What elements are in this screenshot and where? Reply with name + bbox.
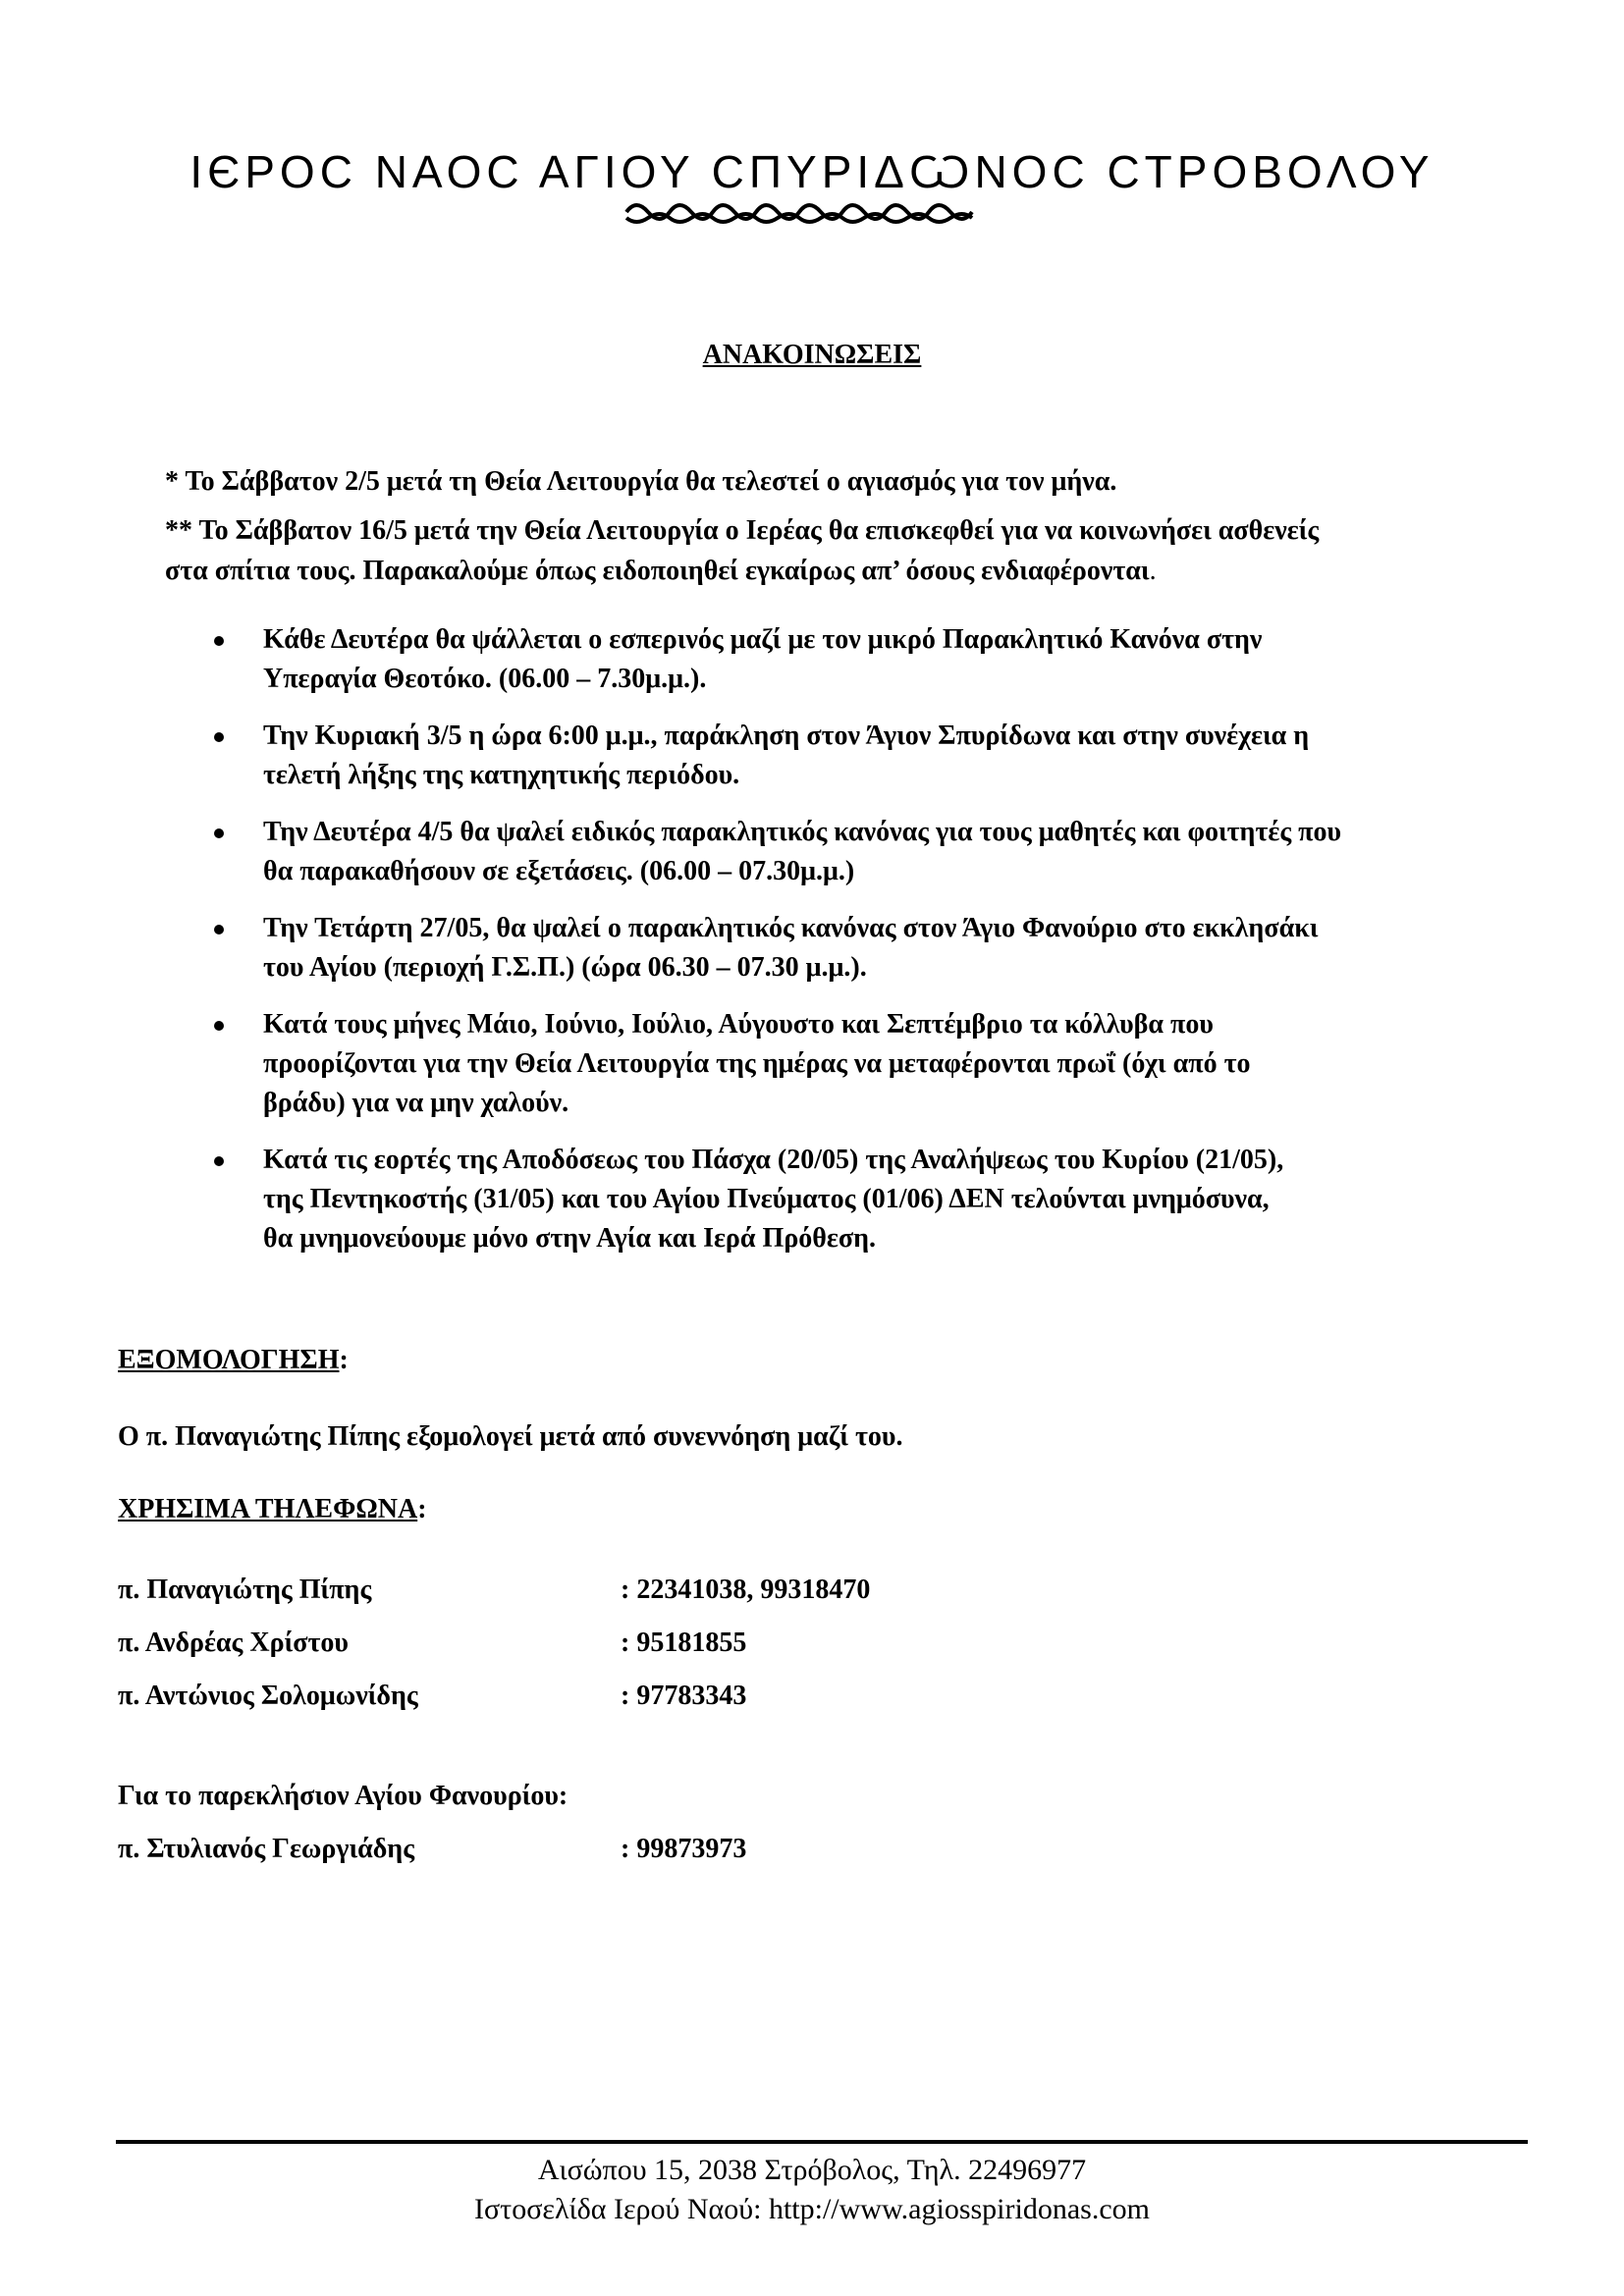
- list-item-line: βράδυ) για να μην χαλούν.: [263, 1088, 569, 1118]
- phone-contact-name: π. Παναγιώτης Πίπης: [118, 1575, 372, 1605]
- note-2-line-1: ** Το Σάββατον 16/5 μετά την Θεία Λειτουργία ο Ιερέας θα επισκεφθεί για να κοινωνήσει ασθενείς: [165, 515, 1320, 546]
- confession-heading-colon: :: [339, 1345, 349, 1375]
- note-2-line-2: [165, 551, 1579, 591]
- list-item-line: θα παρακαθήσουν σε εξετάσεις. (06.00 – 07.30μ.μ.): [263, 856, 855, 886]
- confession-heading: [118, 1345, 349, 1376]
- footer-address: Αισώπου 15, 2038 Στρόβολος, Τηλ. 22496977: [537, 2154, 1087, 2186]
- list-item-line: τελετή λήξης της κατηχητικής περιόδου.: [263, 760, 740, 790]
- footer-website: Ιστοσελίδα Ιερού Ναού: http://www.agiosspiridonas.com: [474, 2193, 1150, 2225]
- phone-number: : 99873973: [621, 1834, 747, 1864]
- confession-text: Ο π. Παναγιώτης Πίπης εξομολογεί μετά από συνεννόηση μαζί του.: [118, 1421, 903, 1452]
- list-item: [214, 1005, 1589, 1123]
- ornament-divider: [617, 196, 1009, 228]
- bullet-icon: [214, 1021, 224, 1031]
- list-item-line: Κατά τους μήνες Μάιο, Ιούνιο, Ιούλιο, Αύγουστο και Σεπτέμβριο τα κόλλυβα που: [263, 1009, 1214, 1040]
- phone-row: [118, 1681, 1001, 1720]
- list-item: [214, 717, 1589, 795]
- phone-number: : 95181855: [621, 1628, 747, 1658]
- announcement-note-1: [165, 461, 1579, 502]
- phone-row: [118, 1628, 1001, 1667]
- announcement-list: [214, 620, 1589, 1276]
- list-item: [214, 813, 1589, 891]
- list-item: [214, 620, 1589, 699]
- confession-heading-text: ΕΞΟΜΟΛΟΓΗΣΗ: [118, 1345, 340, 1375]
- bullet-icon: [214, 1156, 224, 1166]
- list-item-line: της Πεντηκοστής (31/05) και του Αγίου Πνεύματος (01/06) ΔΕΝ τελούνται μνημόσυνα,: [263, 1184, 1270, 1214]
- note-2-period: .: [1149, 556, 1157, 586]
- phone-number: : 22341038, 99318470: [621, 1575, 871, 1605]
- footer-divider: [116, 2140, 1528, 2144]
- list-item-line: θα μνημονεύουμε μόνο στην Αγία και Ιερά Πρόθεση.: [263, 1223, 877, 1254]
- phone-contact-name: π. Ανδρέας Χρίστου: [118, 1628, 349, 1658]
- bullet-icon: [214, 732, 224, 742]
- phones-heading-colon: :: [417, 1494, 427, 1524]
- list-item: [214, 909, 1589, 988]
- list-item-line: του Αγίου (περιοχή Γ.Σ.Π.) (ώρα 06.30 – 07.30 μ.μ.).: [263, 952, 867, 983]
- phone-row: [118, 1575, 1001, 1614]
- list-item-line: Κάθε Δευτέρα θα ψάλλεται ο εσπερινός μαζί με τον μικρό Παρακλητικό Κανόνα στην: [263, 624, 1263, 655]
- church-title: ΙЄΡΟϹ ΝΑΟϹ ΑΓΙΟΥ ϹΠΥΡΙΔѠΝΟϹ ϹΤΡΟΒΟΛΟΥ: [189, 146, 1435, 197]
- phones-heading-text: ΧΡΗΣΙΜΑ ΤΗΛΕΦΩΝΑ: [118, 1494, 418, 1524]
- phones-heading: [118, 1494, 427, 1525]
- bullet-icon: [214, 828, 224, 838]
- phone-contact-name: π. Στυλιανός Γεωργιάδης: [118, 1834, 415, 1864]
- note-2-line-2-text: στα σπίτια τους. Παρακαλούμε όπως ειδοποιηθεί εγκαίρως απ’ όσους ενδιαφέρονται: [165, 556, 1150, 586]
- list-item: [214, 1141, 1589, 1258]
- phone-row: [118, 1834, 1001, 1873]
- bullet-icon: [214, 636, 224, 646]
- announcements-heading: ΑΝΑΚΟΙΝΩΣΕΙΣ: [702, 340, 922, 370]
- phone-contact-name: π. Αντώνιος Σολομωνίδης: [118, 1681, 418, 1711]
- phone-number: : 97783343: [621, 1681, 747, 1711]
- note-1-text: * Το Σάββατον 2/5 μετά τη Θεία Λειτουργία θα τελεστεί ο αγιασμός για τον μήνα.: [165, 466, 1117, 497]
- chapel-heading: Για το παρεκλήσιον Αγίου Φανουρίου:: [118, 1781, 568, 1811]
- announcement-note-2: [165, 510, 1579, 591]
- list-item-line: Κατά τις εορτές της Αποδόσεως του Πάσχα (20/05) της Αναλήψεως του Κυρίου (21/05),: [263, 1145, 1284, 1175]
- bullet-icon: [214, 925, 224, 934]
- list-item-line: Την Δευτέρα 4/5 θα ψαλεί ειδικός παρακλητικός κανόνας για τους μαθητές και φοιτητές που: [263, 817, 1342, 847]
- list-item-line: Την Τετάρτη 27/05, θα ψαλεί ο παρακλητικός κανόνας στον Άγιο Φανούριο στο εκκλησάκι: [263, 913, 1319, 943]
- list-item-line: προορίζονται για την Θεία Λειτουργία της ημέρας να μεταφέρονται πρωΐ (όχι από το: [263, 1048, 1251, 1079]
- list-item-line: Την Κυριακή 3/5 η ώρα 6:00 μ.μ., παράκληση στον Άγιον Σπυρίδωνα και στην συνέχεια η: [263, 721, 1310, 751]
- list-item-line: Υπεραγία Θεοτόκο. (06.00 – 7.30μ.μ.).: [263, 664, 707, 694]
